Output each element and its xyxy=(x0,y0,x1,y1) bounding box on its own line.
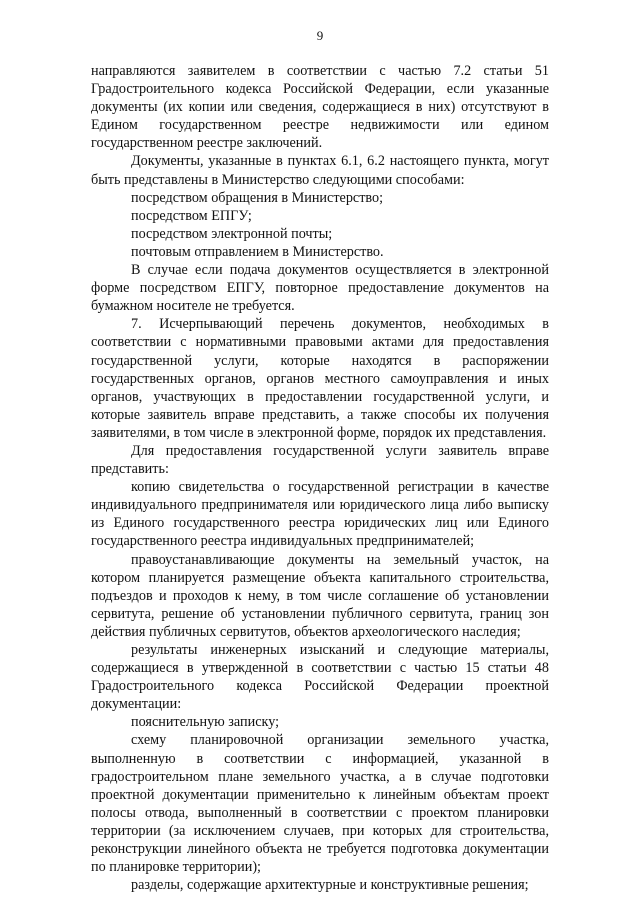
list-item-survey-results: результаты инженерных изысканий и следующие материалы, содержащиеся в утвержденной в соответствии с частью 15 статьи 48 Градостроительного кодекса Российской Федерации проектной документации: xyxy=(91,642,549,713)
document-body xyxy=(91,62,549,894)
paragraph-electronic-submission: В случае если подача документов осуществляется в электронной форме посредством ЕПГУ, повторное предоставление документов на бумажном носителе не требуется. xyxy=(91,262,549,315)
paragraph-submission-methods: Документы, указанные в пунктах 6.1, 6.2 настоящего пункта, могут быть представлены в Министерство следующими способами: xyxy=(91,153,549,188)
list-item-ministry: посредством обращения в Министерство; xyxy=(131,189,384,206)
list-item-email: посредством электронной почты; xyxy=(131,225,333,242)
list-item-epgu: посредством ЕПГУ; xyxy=(131,207,252,224)
paragraph-applicant-may-submit: Для предоставления государственной услуги заявитель вправе представить: xyxy=(91,442,549,478)
list-item-site-plan: схему планировочной организации земельного участка, выполненную в соответствии с информацией, указанной в градостроительном плане земельного участка, а в случае подготовки проектной документации применительно к линейным объектам проект полосы отвода, выполненный в соответствии с проектом планировки территории (за исключением случаев, при которых для строительства, реконструкции линейного объекта не требуется подготовка документации по планировке территории); xyxy=(91,732,549,876)
list-item-post: почтовым отправлением в Министерство. xyxy=(131,243,384,260)
list-item-explanatory-note: пояснительную записку; xyxy=(131,714,280,731)
page-number: 9 xyxy=(316,28,324,43)
list-item-registration-copy: копию свидетельства о государственной регистрации в качестве индивидуального предпринимателя или юридического лица либо выписку из Единого государственного реестра юридических лиц или Единого государственного реестра индивидуальных предпринимателей; xyxy=(91,479,549,550)
list-item-land-documents: правоустанавливающие документы на земельный участок, на котором планируется размещение объекта капитального строительства, подъездов и проходов к нему, в том числе соглашение об установлении сервитута, решение об установлении публичного сервитута, границ зон действия публичных сервитутов, объектов археологического наследия; xyxy=(91,551,549,640)
paragraph-section-7: 7. Исчерпывающий перечень документов, необходимых в соответствии с нормативными правовыми актами для предоставления государственной услуги, которые находятся в распоряжении государственных органов, органов местного самоуправления и иных органов, участвующих в предоставлении государственной услуги, и которые заявитель вправе представить, а также способы их получения заявителями, в том числе в электронной форме, порядок их представления. xyxy=(91,316,549,441)
paragraph-continuation: направляются заявителем в соответствии с частью 7.2 статьи 51 Градостроительного кодекса Российской Федерации, если указанные документы (их копии или сведения, содержащиеся в них) отсутствуют в Едином государственном реестре недвижимости или едином государственном реестре заключений. xyxy=(91,63,549,152)
list-item-design-sections: разделы, содержащие архитектурные и конструктивные решения; xyxy=(131,877,529,894)
